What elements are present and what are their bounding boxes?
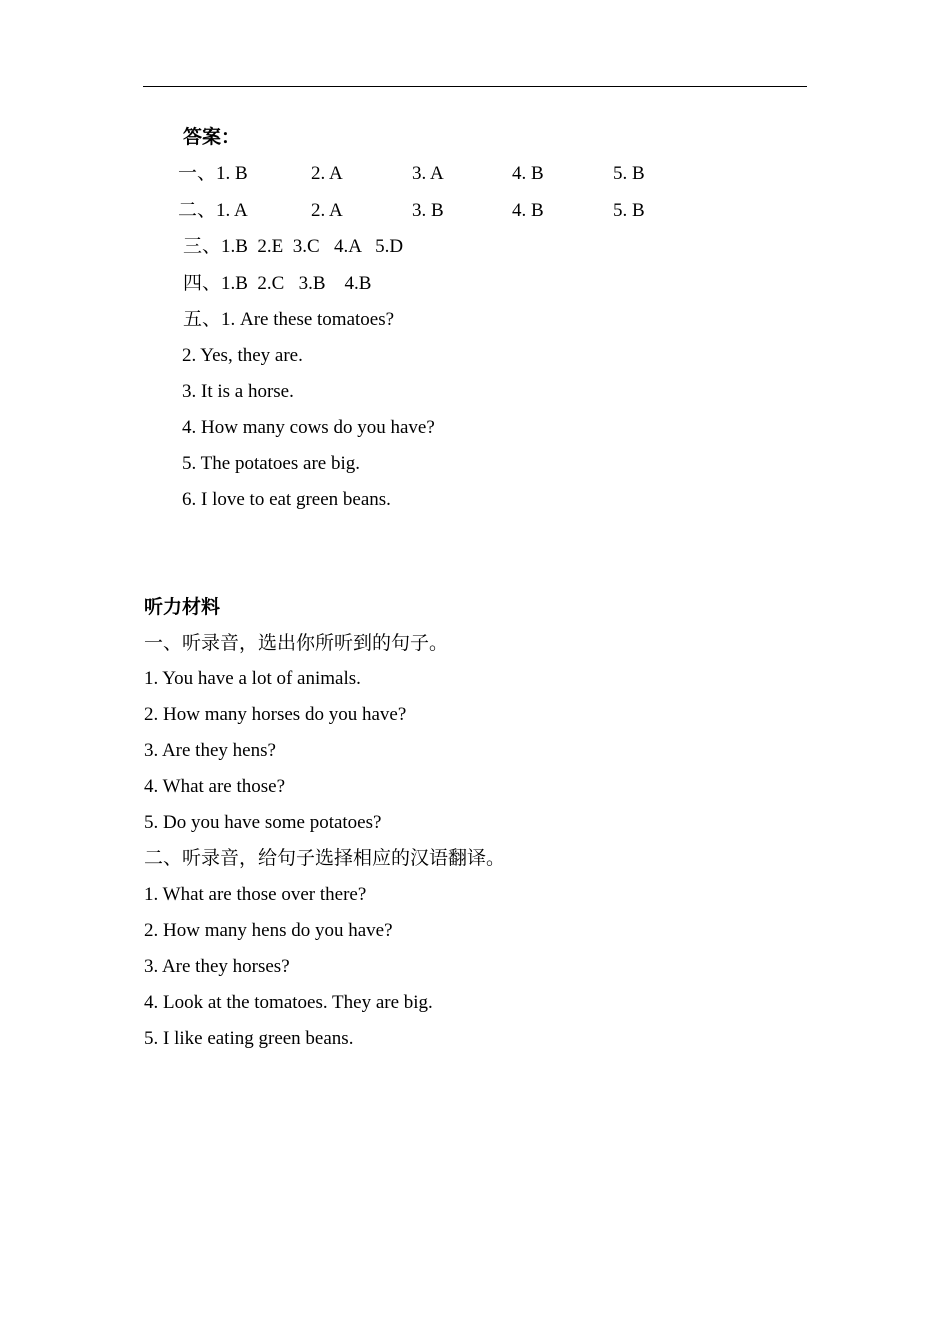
answers-section-5-line: 6. I love to eat green beans.	[182, 489, 391, 510]
listening-part-2-title: 二、听录音，给句子选择相应的汉语翻译。	[144, 848, 506, 869]
answers-row-2-item: 1. A	[216, 200, 248, 221]
listening-heading: 听力材料	[144, 597, 221, 618]
listening-part-1-title: 一、听录音，选出你所听到的句子。	[144, 633, 449, 654]
listening-part-2-item: 5. I like eating green beans.	[144, 1028, 354, 1049]
answers-row-2-prefix: 二、	[178, 200, 217, 221]
answers-row-1-prefix: 一、	[178, 163, 217, 184]
answers-section-5-line: 2. Yes, they are.	[182, 345, 303, 366]
answers-row-1-item: 5. B	[613, 163, 645, 184]
listening-part-1-item: 2. How many horses do you have?	[144, 704, 407, 725]
header-rule	[143, 86, 807, 87]
answers-row-2-item: 2. A	[311, 200, 343, 221]
answers-row-1-item: 1. B	[216, 163, 248, 184]
answers-section-5-line: 五、1. Are these tomatoes?	[183, 309, 395, 330]
answers-row-3: 三、1.B 2.E 3.C 4.A 5.D	[183, 236, 404, 257]
answers-row-2-item: 4. B	[512, 200, 544, 221]
listening-part-2-item: 4. Look at the tomatoes. They are big.	[144, 992, 433, 1013]
answers-section-5-line: 4. How many cows do you have?	[182, 417, 435, 438]
listening-part-2-item: 2. How many hens do you have?	[144, 920, 393, 941]
listening-part-1-item: 3. Are they hens?	[144, 740, 276, 761]
answers-row-1-item: 4. B	[512, 163, 544, 184]
answers-section-5-line: 5. The potatoes are big.	[182, 453, 360, 474]
answers-row-4: 四、1.B 2.C 3.B 4.B	[183, 273, 372, 294]
answers-row-2-item: 5. B	[613, 200, 645, 221]
listening-part-1-item: 4. What are those?	[144, 776, 286, 797]
answers-heading: 答案：	[183, 127, 241, 148]
answers-section-5-line: 3. It is a horse.	[182, 381, 294, 402]
answers-row-1-item: 2. A	[311, 163, 343, 184]
answers-row-2-item: 3. B	[412, 200, 444, 221]
listening-part-2-item: 1. What are those over there?	[144, 884, 367, 905]
listening-part-1-item: 1. You have a lot of animals.	[144, 668, 361, 689]
listening-part-2-item: 3. Are they horses?	[144, 956, 290, 977]
listening-part-1-item: 5. Do you have some potatoes?	[144, 812, 382, 833]
answers-row-1-item: 3. A	[412, 163, 444, 184]
